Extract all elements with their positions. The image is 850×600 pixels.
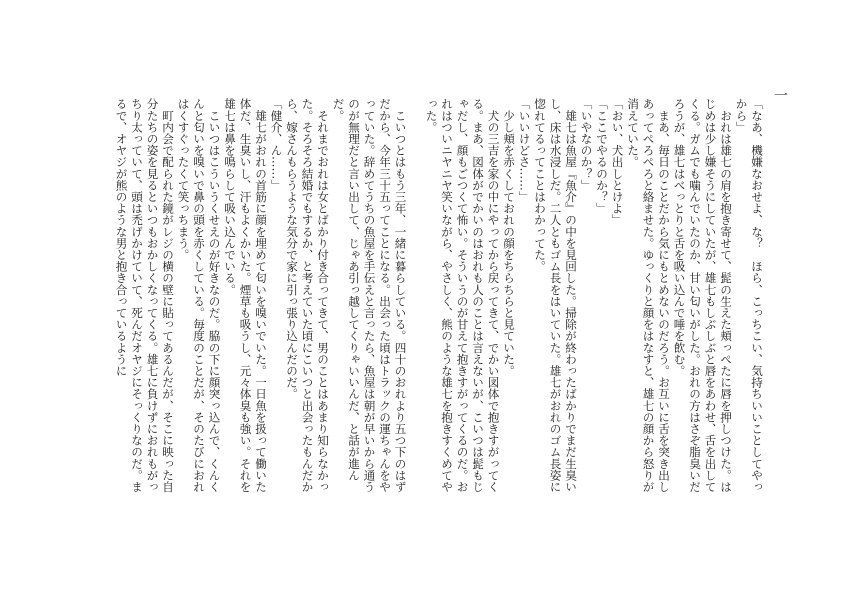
- paragraph: 犬の三吉を家の中にやってから戻ってきて、でかい図体で抱きすがってくる。まあ、図体がでかいのはおれも人のことは言えないが、こいつは髭もじゃだし、顔もごつくて怖い。そういうのが甘えて抱きすがってくるのだ。おれはついニヤニヤ笑いながら、やさしく、熊のような雄七を抱きすくめてやった。: [424, 98, 501, 493]
- paragraph: 雄七は魚屋『魚介』の中を見回した。掃除が終わったばかりでまだ生臭いし、床は水浸しだ。二人ともゴム長をはいていた。雄七がおれのゴム長姿に惚れてるってことはわかってた。: [533, 98, 578, 493]
- paragraph: おれは雄七の肩を抱き寄せて、髭の生えた頬っぺたに唇を押しつけた。はじめは少し嫌そうにしていたが、雄七もしぶしぶと唇をあわせ、舌を出してくる。ガムでも噛んでいたのか、甘い匂いがした。おれの方はさぞ脂臭いだろうが、雄七はべっとりと舌を吸い込んで唾を飲む。: [672, 98, 733, 493]
- paragraph: こいつとはもう三年、一緒に暮らしている。四十のおれより五つ下のはずだから、今年三十五ってことになる。出会った頃はトラックの運ちゃんをやっていた。辞めてうちの魚屋を手伝えと言ったら、魚屋は朝が早いから通うのが無理だと言い出して、じゃあ引っ越してくりゃいいんだ、と話が進んだ。: [331, 98, 408, 493]
- paragraph: 「健介、ん……」: [269, 98, 284, 191]
- paragraph: 雄七がおれの首筋に顔を埋めて匂いを嗅いでいた。一日魚を扱って働いた体だ、生臭いし、汗もよくかいた。煙草も吸うし、元々体臭も強い。それを雄七は鼻を鳴らして吸い込んでいる。: [223, 98, 268, 493]
- paragraph: 町内会で配られた鏡がレジの横の壁に貼ってあるんだが、そこに映った自分たちの姿を見るといつもおかしくなってくる。雄七に負けずにおれもがっちり太っていて、頭は禿げかけていて、死んだオヤジにそっくりなのだ。まるで、オヤジが熊のような男と抱き合っているように: [114, 98, 175, 493]
- paragraph: 「おい、犬出しとけよ」: [610, 98, 625, 226]
- paragraph: 「ここでやるのか？」: [595, 98, 609, 214]
- vertical-text-body: [84, 98, 764, 500]
- paragraph: 「なあ、機嫌なおせよ、な？ ほら、こっちこい、気持ちいいことしてやっから」: [734, 98, 764, 493]
- blank-line: [408, 98, 424, 500]
- page-number: 一: [772, 88, 788, 102]
- paragraph: こいつはこういうくせえのが好きなのだ。脇の下に顔突っ込んで、くんくんと匂いを嗅いで鼻の頭を赤くしている。毎度のことだが、そのたびにおれはくすぐったくて笑っちまう。: [176, 98, 222, 493]
- paragraph: 「いいけどさ……」: [517, 98, 532, 203]
- paragraph: まあ、毎日のことだから気にもとめないのだろう。お互いに舌を突き出しあってぺろぺろと絡ませた。ゆっくりと顔をはなすと、雄七の顔から怒りが消えていた。: [626, 98, 671, 493]
- paragraph: それまでおれは女とばかり付き合ってきて、男のことはあまり知らなかった。そろそろ結婚でもするか、と考えていた頃にこいつと出会ったもんだから、嫁さんもらうような気分で家に引っ張り込んだのだ。: [285, 98, 330, 493]
- paragraph: 「いやなのか？」: [579, 98, 594, 191]
- paragraph: 少し頬を赤くしておれの顔をちらちらと見ていた。: [502, 98, 516, 377]
